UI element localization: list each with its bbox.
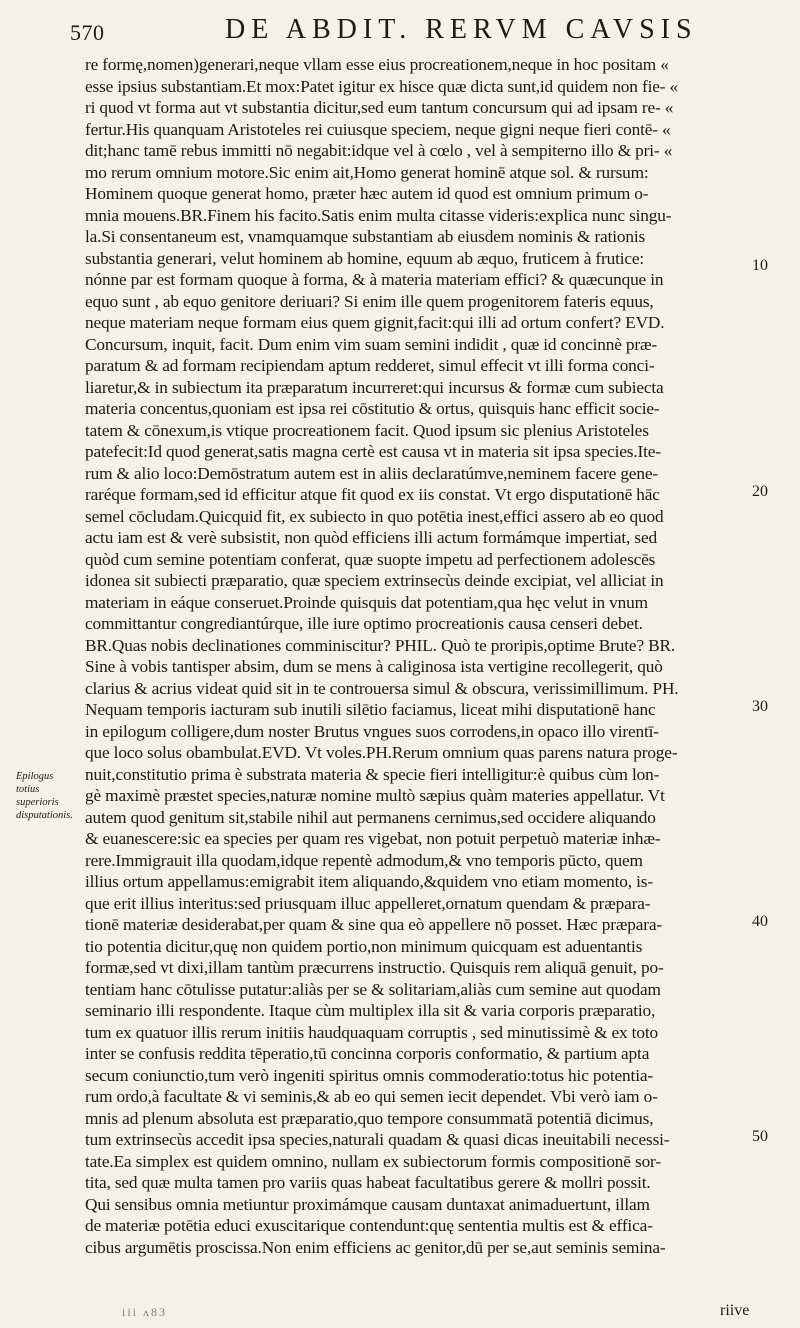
text-line: tentiam hanc cōtulisse putatur:aliàs per se & solitariam,aliàs cum semine aut quodam [85, 979, 661, 999]
text-line: actu iam est & verè subsistit, non quòd efficiens illi actum formámque impertiat, sed [85, 528, 657, 547]
text-line: ri quod vt forma aut vt substantia dicitur,sed eum tantum concursum qui ad ipsam re- « [85, 98, 674, 117]
text-line: idonea sit subiecti præparatio, quæ speciem extrinsecùs deinde excipiat, vel alliciat in [85, 571, 664, 590]
text-line: de materiæ potētia educi exuscitarique contendunt:quę sententia multis est & effica- [85, 1216, 653, 1235]
text-line: la.Si consentaneum est, vnamquamque substantiam ab eiusdem nominis & rationis [85, 227, 646, 246]
text-line: committantur congrediantúrque, ille iure optimo procreationis causa censeri debet. [85, 614, 643, 633]
text-line: Qui sensibus omnia metiuntur proximámque causam duntaxat animaduertunt, illam [85, 1194, 650, 1214]
text-line: BR.Quas nobis declinationes comminiscitur? PHIL. Quò te proripis,optime Brute? BR. [85, 635, 676, 655]
line-marker: 50 [752, 1128, 768, 1145]
text-line: substantia generari, velut hominem ab homine, equum ab æquo, fruticem à frutice: [85, 248, 645, 268]
text-line: nuit,constitutio prima è substrata materia & specie fieri intelligitur:è quibus cùm lon- [85, 764, 660, 784]
signature-mark: iii ʌ83 [122, 1305, 168, 1319]
text-line: tita, sed quæ multa tamen pro variis quas habeat facultatibus gerere & mollri possit. [85, 1173, 651, 1192]
text-line: in epilogum colligere,dum noster Brutus vngues suos corrodens,in opaco illo virentī- [85, 721, 659, 741]
text-line: seminario illi respondente. Itaque cùm multiplex illa sit & varia corporis præparatio, [85, 1001, 656, 1020]
text-line: Hominem quoque generat homo, præter hæc autem id quod est omnium primum o- [85, 184, 649, 203]
text-line: Nequam temporis iacturam sub inutili silētio faciamus, liceat mihi disputationē hanc [85, 700, 656, 719]
text-line: equo sunt , ab equo genitore deriuari? Si enim ille quem progenitorem fateris equus, [85, 291, 654, 311]
text-line: rere.Immigrauit illa quodam,idque repentè admodum,& vno temporis pūcto, quem [85, 850, 643, 870]
line-marker: 30 [752, 698, 768, 715]
page-number: 570 [70, 20, 105, 45]
margin-note: Epilogus totius superioris disputationis. [16, 771, 73, 821]
text-line: illius ortum appellamus:emigrabit item aliquando,&quidem vno etiam momento, is- [85, 872, 653, 891]
text-line: liaretur,& in subiectum ita præparatum incurreret:qui incursus & formæ cum subiecta [85, 377, 664, 397]
text-line: re formę,nomen)generari,neque vllam esse eius procreationem,neque in hoc positam « [85, 55, 669, 74]
body-text [85, 54, 750, 1258]
text-line: rum ordo,à facultate & vi seminis,& ab eo qui semen iecit dependet. Vbi verò iam o- [85, 1087, 658, 1106]
text-line: neque materiam neque formam eius quem gignit,facit:qui illi ad ortum confert? EVD. [85, 313, 665, 332]
text-line: semel cōcludam.Quicquid fit, ex subiecto in quo potētia inest,effici assero ab eo quod [85, 506, 664, 526]
text-line: raréque formam,sed id efficitur atque fit quod ex iis constat. Vt ergo disputationē hāc [85, 485, 660, 504]
text-line: esse ipsius substantiam.Et mox:Patet igitur ex hisce quæ dicta sunt,id quidem non fie- « [85, 76, 679, 96]
text-line: rum & alio loco:Demōstratum autem est in aliis declaratúmve,neminem facere gene- [85, 463, 658, 483]
text-line: clarius & acrius videat quid sit in te controuersa simul & obscura, verissimillimum. PH. [85, 678, 679, 698]
text-line: mnis ad plenum absoluta est præparatio,quo tempore consummatā potentiā dicimus, [85, 1108, 654, 1128]
text-line: nónne par est formam quoque à forma, & à materia materiam effici? & quæcunque in [85, 270, 664, 289]
text-line: tatem & cōnexum,is vtique procreationem facit. Quod ipsum sic plenius Aristoteles [85, 420, 649, 440]
text-line: autem quod genitum sit,stabile nihil aut permanens cernimus,sed occidere aliquando [85, 807, 656, 827]
text-line: Concursum, inquit, facit. Dum enim vim suam semini indidit , quæ id concinnè præ- [85, 334, 657, 354]
text-line: materiam in eáque conseruet.Proinde quisquis dat potentiam,qua hęc velut in vnum [85, 592, 648, 612]
text-line: gè maximè præstet species,naturæ nomine multò sæpius quàm materies appellatur. Vt [85, 786, 665, 805]
text-line: que loco solus obambulat.EVD. Vt voles.PH.Rerum omnium quas parens natura proge- [85, 743, 678, 762]
text-line: que erit illius interitus:sed priusquam illuc appelleret,ornatum quendam & præpara- [85, 893, 651, 913]
text-line: quòd cum semine potentiam conferat, quæ suopte impetu ad perfectionem adolescēs [85, 549, 656, 569]
text-line: materia concentus,quoniam est ipsa rei cōstitutio & ortus, quisquis hanc efficit socie- [85, 399, 660, 418]
text-line: tum ex quatuor illis rerum initiis haudquaquam corruptis , sed minutissimè & ex toto [85, 1022, 658, 1042]
text-line: cibus argumētis proscissa.Non enim efficiens ac genitor,dū per se,aut seminis semina- [85, 1237, 666, 1257]
line-marker: 40 [752, 913, 768, 930]
text-line: dit;hanc tamē rebus immitti nō negabit:idque vel à cœlo , vel à sempiterno illo & pri- « [85, 141, 673, 160]
text-line: tum extrinsecùs accedit ipsa species,naturali quadam & quasi dicas ineuitabili necessi- [85, 1130, 670, 1149]
text-line: tio potentia dicitur,quę non quidem portio,non minimum quicquam est aduentantis [85, 936, 643, 956]
text-line: formæ,sed vt dixi,illam tantùm præcurrens instructio. Quisquis rem aliquā genuit, po- [85, 958, 664, 977]
text-line: inter se confusis reddita tēperatio,tū concinna corporis conformatio, & partium apta [85, 1044, 650, 1063]
text-line: paratum & ad formam recipiendam aptum redderet, simul effecit vt illi forma conci- [85, 356, 655, 375]
text-line: fertur.His quanquam Aristoteles rei cuiusque speciem, neque gigni neque fieri contē- « [85, 119, 671, 139]
text-line: mnia mouens.BR.Finem his facito.Satis enim multa citasse videris:explica nunc singu- [85, 205, 672, 225]
text-line: patefecit:Id quod generat,satis magna certè est causa vt in materia sit ipsa species.Ite- [85, 442, 661, 461]
text-line: secum coniunctio,tum verò ingeniti spiritus omnis commoderatio:totus hic potentia- [85, 1065, 653, 1085]
text-line: tionē materiæ desiderabat,per quam & sine qua eò appellere nō posset. Hæc præpara- [85, 915, 662, 934]
running-head: DE ABDIT. RERVM CAVSIS [225, 14, 698, 45]
text-line: Sine à vobis tantisper absim, dum se mens à caliginosa ista vertigine recollegerit, quò [85, 657, 663, 676]
text-line: tate.Ea simplex est quidem omnino, nullam ex subiectorum formis compositionē sor- [85, 1151, 661, 1171]
line-marker: 20 [752, 483, 768, 500]
catchword: riive [720, 1302, 750, 1319]
text-line: mo rerum omnium motore.Sic enim ait,Homo generat hominē atque sol. & rursum: [85, 162, 649, 182]
line-marker: 10 [752, 257, 768, 274]
text-line: & euanescere:sic ea species per quam res vigebat, non potuit perpetuò materiæ inhæ- [85, 829, 661, 848]
